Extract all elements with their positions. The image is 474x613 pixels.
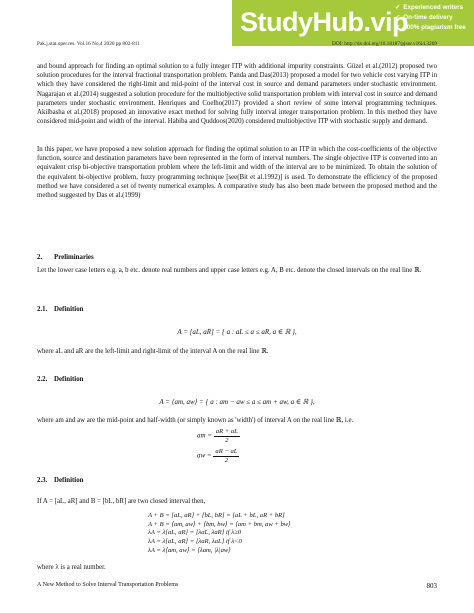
fraction [213, 448, 239, 464]
arithmetic-rule: λA = λ⟨am, aw⟩ = ⟨λam, |λ|aw⟩ [148, 546, 231, 554]
midpoint-width-equation: A = ⟨am, aw⟩ = { a : am − aw ≤ a ≤ am + aw, a ∈ ℝ }, [159, 398, 315, 406]
definition-text: where aL and aR are the left-limit and right-limit of the interval A on the real line ℝ. [37, 348, 269, 355]
midpoint-formula [197, 428, 240, 444]
studyhub-banner[interactable] [232, 0, 474, 46]
journal-header: Pak.j.stat.oper.res. Vol.16 No.4 2020 pp 802-811 [37, 41, 140, 47]
section-number: 2. [37, 254, 43, 261]
formula-lhs: am = [197, 431, 213, 440]
definition-title: Definition [54, 376, 84, 383]
section-heading [37, 254, 94, 261]
definition-heading [37, 306, 83, 313]
fraction-numerator: aR + aL [215, 428, 238, 435]
fraction [214, 428, 240, 444]
section-paragraph: Let the lower case letters e.g. a, b etc. denote real numbers and upper case letters e.g. A, B etc. denote the closed intervals on the real line ℝ. [37, 267, 422, 274]
width-formula [197, 448, 239, 464]
definition-title: Definition [54, 306, 84, 313]
arithmetic-rule: λA = λ[aL, aR] = [λaR, λaL] if λ<0 [148, 538, 242, 546]
definition-text: If A = [aL, aR] and B = [bL, bR] are two closed interval then, [37, 498, 206, 505]
arithmetic-rule: λA = λ[aL, aR] = [λaL, λaR] if λ≥0 [148, 529, 241, 537]
fraction-denominator: 2 [225, 436, 229, 444]
banner-perks-list [395, 3, 466, 33]
definition-heading [37, 477, 83, 484]
definition-title: Definition [54, 477, 84, 484]
fraction-denominator: 2 [224, 456, 229, 464]
perk-item: ✔ On-time delivery [395, 13, 466, 23]
definition-text: where am and aw are the mid-point and half-width (or simply known as 'width') of interval A on the real line ℝ, i.e. [37, 417, 354, 424]
intro-paragraph: In this paper, we have proposed a new solution approach for finding the optimal solution to an ITP in which the cost-coefficients of the objective function, source and destination parameters have been represented in the form of interval numbers. The single objective ITP is converted into an equivalent crisp bi-objective transportation problem where the left-limit and width of the interval are to be minimized. To obtain the solution of the equivalent bi-objective problem, fuzzy programming technique [see(Bit et al.1992)] is used. To demonstrate the efficiency of the proposed method we have considered a set of twenty numerical examples. A comparative study has also been made between the proposed method and the method suggested by Das et al.(1999) [37, 146, 437, 200]
running-footer: A New Method to Solve Interval Transportation Problems [37, 582, 179, 588]
page-number: 803 [426, 582, 437, 590]
studyhub-logo[interactable]: StudyHub.vip [240, 7, 408, 37]
definition-number: 2.1. [37, 306, 48, 313]
definition-heading [37, 376, 83, 383]
intro-paragraph: and bound approach for finding an optimal solution to a fully integer ITP with additional impurity constraints. Güzel et al.(2012) proposed two solution procedures for the interval fractional transportation problem. Panda and Das(2013) proposed a model for two vehicle cost varying ITP in which they have considered the right-limit and mid-point of the interval cost in source and demand parameters under stochastic environment. Nagarajan et al.(2014) suggested a solution procedure for the multiobjective solid transportation problem with interval cost in source and demand parameters under stochastic environment. Henriques and Coelho(2017) provided a short review of some interval programming techniques. Akilbasha et al.(2018) proposed an innovative exact method for solving fully interval integer transportation problem. In this method they have considered mid-point and width of the interval. Habiba and Quddoos(2020) considered multiobjective ITP with stochastic supply and demand. [37, 63, 437, 126]
perk-item: ✔ 100% plagiarism free [395, 23, 466, 33]
fraction-numerator: aR − aL [215, 448, 238, 455]
arithmetic-rule: A + B = ⟨am, aw⟩ + ⟨bm, bw⟩ = ⟨am + bm, aw + bw⟩ [148, 520, 291, 528]
formula-lhs: aw = [197, 451, 212, 460]
perk-item: ✔ Experienced writers [395, 3, 466, 13]
interval-equation: A = [aL, aR] = { a : aL ≤ a ≤ aR, a ∈ ℝ }, [177, 328, 297, 336]
definition-number: 2.2. [37, 376, 48, 383]
definition-closing: where λ is a real number. [37, 564, 106, 571]
arithmetic-rule: A + B = [aL, aR] + [bL, bR] = [aL + bL, aR + bR] [148, 512, 285, 519]
section-title: Preliminaries [54, 254, 94, 261]
definition-number: 2.3. [37, 477, 48, 484]
interval-arithmetic-rules [148, 512, 291, 556]
doi-link[interactable]: DOI: http://dx.doi.org/10.18187/pjsor.v16i4.3269 [332, 41, 437, 47]
